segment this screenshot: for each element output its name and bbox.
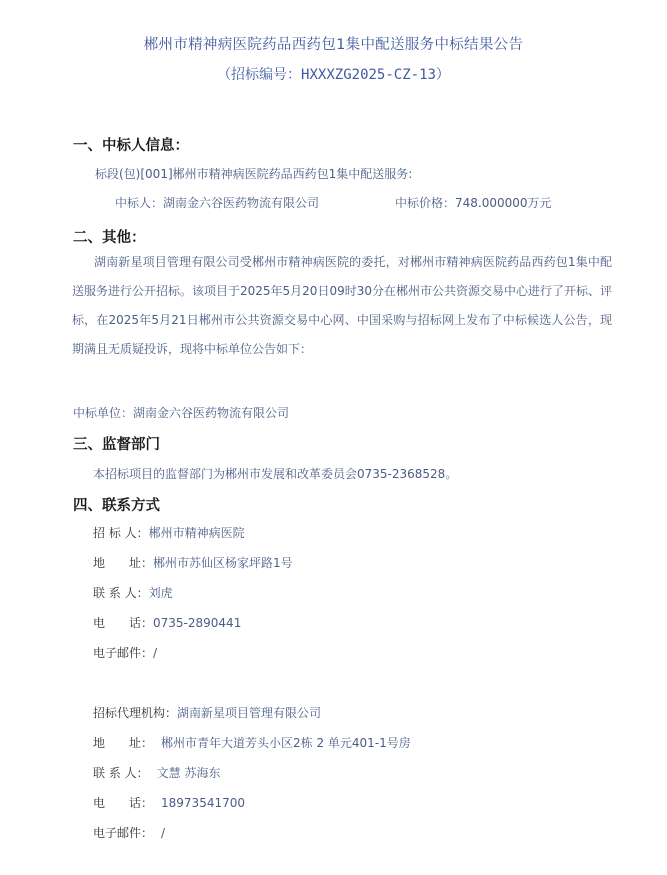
tenderer-address-value: 郴州市苏仙区杨家坪路1号 xyxy=(153,556,293,570)
tenderer-name-value: 郴州市精神病医院 xyxy=(148,526,245,540)
agency-phone-label: 电 话： xyxy=(93,796,154,810)
tenderer-contact-label: 联 系 人： xyxy=(93,586,149,600)
winner-name: 中标人：湖南金六谷医药物流有限公司 xyxy=(115,196,320,210)
agency-name-row xyxy=(93,704,321,721)
tenderer-contact-row xyxy=(93,584,173,601)
agency-contact-value: 文慧 苏海东 xyxy=(156,766,221,780)
tender-number: （招标编号：HXXXZG2025-CZ-13） xyxy=(217,67,450,83)
tenderer-phone-value: 0735-2890441 xyxy=(153,616,242,630)
tenderer-email-label: 电子邮件： xyxy=(93,646,154,660)
section-other-heading: 二、其他： xyxy=(73,230,146,246)
section-contact-heading: 四、联系方式 xyxy=(73,498,160,514)
tenderer-name-label: 招 标 人： xyxy=(93,526,149,540)
agency-name-value: 湖南新星项目管理有限公司 xyxy=(177,706,322,720)
agency-address-value: 郴州市青年大道芳头小区2栋 2 单元401-1号房 xyxy=(161,736,411,750)
agency-email-row xyxy=(93,824,165,841)
tenderer-phone-label: 电 话： xyxy=(93,616,154,630)
agency-email-label: 电子邮件： xyxy=(93,826,154,840)
winning-price: 中标价格：748.000000万元 xyxy=(395,196,552,210)
agency-phone-row xyxy=(93,794,245,811)
agency-email-value: / xyxy=(161,826,166,840)
announcement-paragraph: 湖南新星项目管理有限公司受郴州市精神病医院的委托，对郴州市精神病医院药品西药包1集中配送服务进行公开招标。该项目于2025年5月20日09时30分在郴州市公共资源交易中心进行了开标、评标，在2025年5月21日郴州市公共资源交易中心网、中国采购与招标网上发布了中标候选人公告，现期满且无质疑投诉，现将中标单位公告如下： xyxy=(72,255,612,356)
section-supervision-heading: 三、监督部门 xyxy=(73,437,160,453)
supervision-text: 本招标项目的监督部门为郴州市发展和改革委员会0735-2368528。 xyxy=(93,467,458,481)
agency-phone-value: 18973541700 xyxy=(161,796,245,810)
agency-contact-label: 联 系 人： xyxy=(93,766,149,780)
tenderer-contact-value: 刘虎 xyxy=(148,586,173,600)
tenderer-email-value: / xyxy=(153,646,158,660)
winning-unit: 中标单位：湖南金六谷医药物流有限公司 xyxy=(73,406,290,420)
tenderer-name-row xyxy=(93,524,245,541)
section-winner-heading: 一、中标人信息： xyxy=(73,138,189,154)
agency-name-label: 招标代理机构： xyxy=(93,706,178,720)
agency-contact-row xyxy=(93,764,220,781)
agency-address-row xyxy=(93,734,411,751)
document-title: 郴州市精神病医院药品西药包1集中配送服务中标结果公告 xyxy=(143,37,524,53)
tenderer-email-row xyxy=(93,644,157,661)
tenderer-address-label: 地 址： xyxy=(93,556,154,570)
lot-description: 标段(包)[001]郴州市精神病医院药品西药包1集中配送服务: xyxy=(95,167,413,181)
tenderer-address-row xyxy=(93,554,293,571)
agency-address-label: 地 址： xyxy=(93,736,154,750)
tenderer-phone-row xyxy=(93,614,241,631)
